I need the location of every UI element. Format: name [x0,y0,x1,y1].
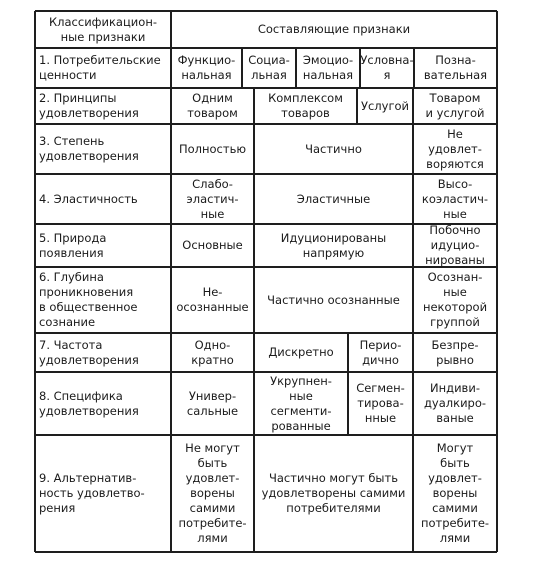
table-cell: Высо- коэластич- ные [421,176,489,221]
table-cell: Осознан- ные некоторой группой [422,270,488,329]
table-cell: Частично могут быть удовлетворены самими потребителями [261,471,406,515]
table-cell: Не могут быть удовлет- ворены самими потребите- лями [178,441,247,545]
row-label: 1. Потребительские ценности [39,53,161,82]
row-label: 6. Глубина проникновения в общественное сознание [39,270,138,329]
table-cell: Могут быть удовлет- ворены самими потребите- лями [420,441,490,545]
table-cell: Слабо- эластич- ные [186,176,239,221]
table-cell: Эластичные [296,191,371,206]
table-cell: Индиви- дуалкиро- ваные [423,381,487,425]
row-label: 8. Специфика удовлетворения [39,388,139,418]
table-cell: Условна- я [360,53,414,82]
table-cell: Дискретно [268,345,334,359]
table-cell: Одно- кратно [191,337,234,367]
row-label: 3. Степень удовлетворения [39,134,139,163]
header-components: Составляющие признаки [257,22,411,36]
table-cell: Эмоцио- нальная [302,53,354,82]
table-cell: Побочно идуцио- нированы [425,223,485,267]
table-cell: Сегмен- тирова- нные [356,381,405,425]
table-cell: Услугой [360,98,410,113]
table-cell: Одним товаром [187,91,238,120]
table-cell: Позна- вательная [423,53,488,82]
table-cell: Основные [182,238,243,252]
table-cell: Полностью [178,141,247,156]
row-label: 5. Природа появления [39,230,107,260]
table-cell: Функцио- нальная [177,53,236,82]
table-cell: Не- осознанные [176,285,249,314]
row-label: 9. Альтернатив- ность удовлетво- рения [39,471,145,515]
header-classification: Классификацион- ные признаки [49,14,157,44]
table-cell: Укрупнен- ные сегменти- рованные [270,373,332,433]
row-label: 7. Частота удовлетворения [39,337,139,367]
table-cell: Универ- сальные [186,388,239,418]
row-label: 4. Эластичность [39,191,138,206]
table-cell: Перио- дично [359,337,402,367]
table-cell: Идуционированы напрямую [280,230,387,260]
table-cell: Не удовлет- воряются [426,126,484,171]
table-cell: Товаром и услугой [425,91,485,120]
table-cell: Частично осознанные [267,292,400,307]
table-cell: Частично [305,141,362,156]
table-cell: Безпре- рывно [431,337,479,367]
table-cell: Социа- льная [248,53,290,82]
row-label: 2. Принципы удовлетворения [39,91,139,120]
table-cell: Комплексом товаров [268,91,343,120]
